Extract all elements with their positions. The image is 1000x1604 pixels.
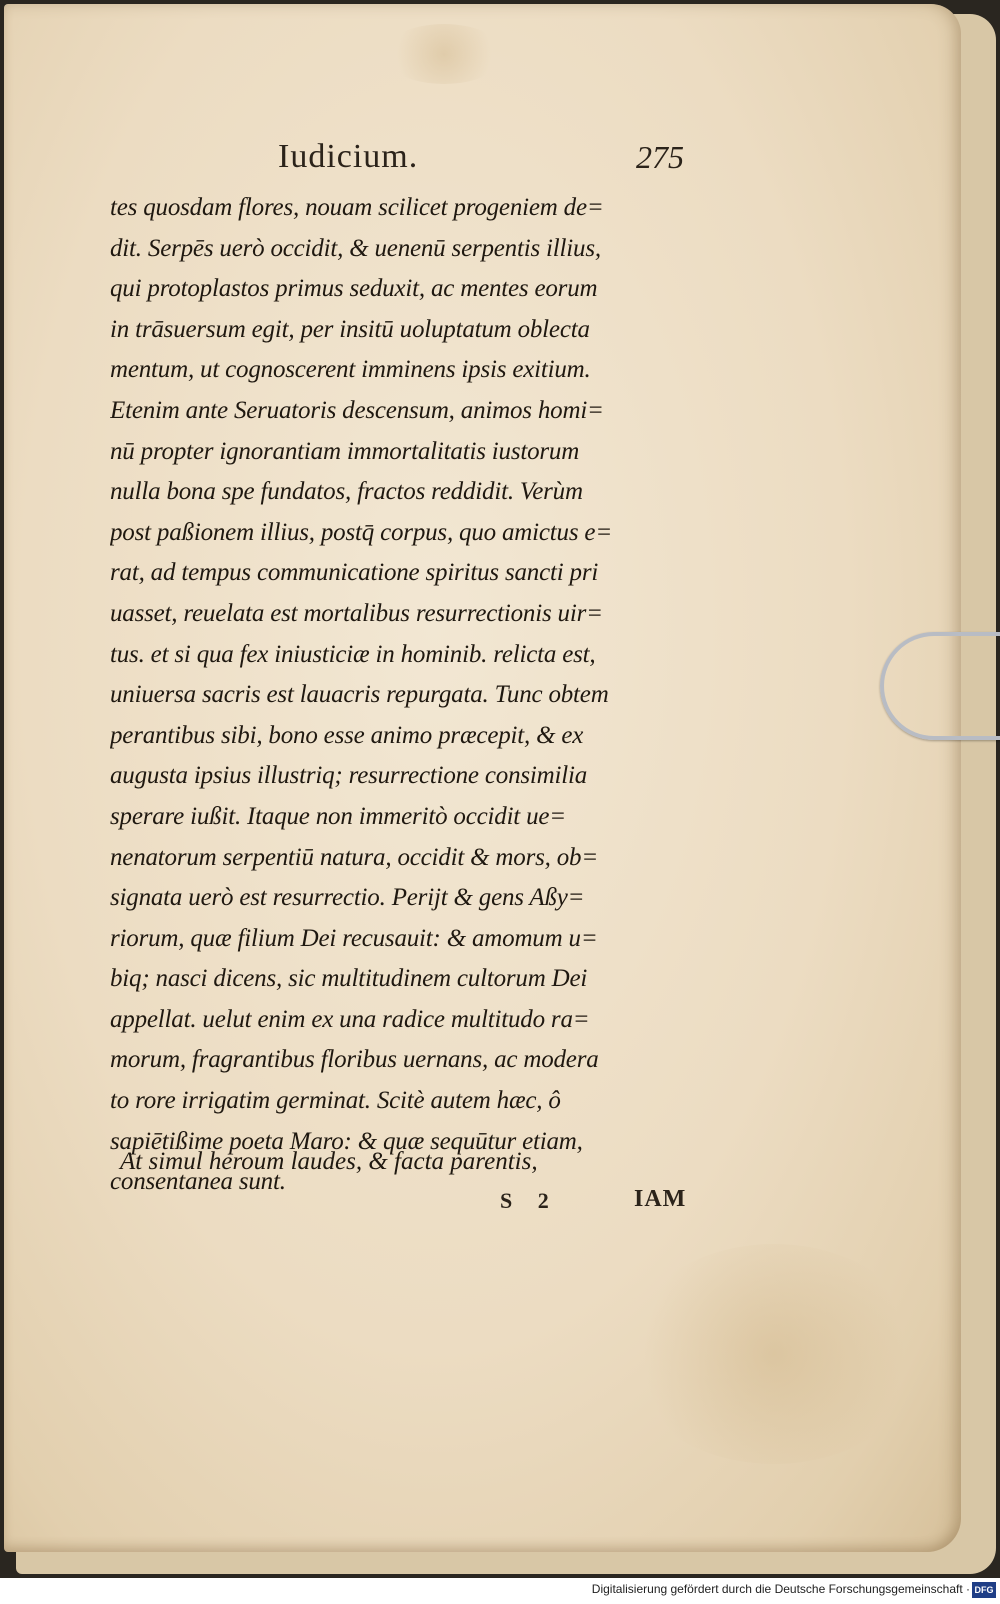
text-line: sapiētißime poeta Maro: & quæ sequūtur etiam, xyxy=(110,1127,583,1155)
paper-clip xyxy=(880,632,1000,740)
text-line: uniuersa sacris est lauacris repurgata. Tunc obtem xyxy=(110,681,609,709)
text-line: riorum, quæ filium Dei recusauit: & amomum u= xyxy=(110,924,598,952)
text-line: mentum, ut cognoscerent imminens ipsis exitium. xyxy=(110,356,591,384)
body-text xyxy=(110,188,710,1203)
text-line: augusta ipsius illustriq; resurrectione consimilia xyxy=(110,762,588,790)
footer-bar xyxy=(0,1578,1000,1604)
text-line: uasset, reuelata est mortalibus resurrectionis uir= xyxy=(110,599,603,627)
text-line: biq; nasci dicens, sic multitudinem cultorum Dei xyxy=(110,965,588,993)
running-head: Iudicium. xyxy=(278,138,419,175)
verse-line: At simul heroum laudes, & facta parentis, xyxy=(120,1148,538,1175)
text-line: sperare iußit. Itaque non immeritò occidit ue= xyxy=(110,802,566,830)
text-line: appellat. uelut enim ex una radice multitudo ra= xyxy=(110,1005,590,1033)
paper-stain xyxy=(624,1244,924,1464)
text-line: signata uerò est resurrectio. Perijt & gens Aßy= xyxy=(110,884,585,912)
text-line: perantibus sibi, bono esse animo præcepit, & ex xyxy=(110,721,584,749)
paper-stain xyxy=(384,24,504,84)
text-line: dit. Serpēs uerò occidit, & uenenū serpentis illius, xyxy=(110,234,601,262)
page-number: 275 xyxy=(636,139,684,175)
text-line: qui protoplastos primus seduxit, ac mentes eorum xyxy=(110,275,598,303)
dfg-logo-icon: DFG xyxy=(972,1582,996,1598)
catchword: IAM xyxy=(634,1186,687,1212)
text-line: Etenim ante Seruatoris descensum, animos homi= xyxy=(110,396,604,424)
signature-mark: S 2 xyxy=(500,1188,559,1213)
page-header xyxy=(278,132,698,182)
text-line: tes quosdam flores, nouam scilicet progeniem de= xyxy=(110,194,604,221)
funding-credit: Digitalisierung gefördert durch die Deutsche Forschungsgemeinschaft · xyxy=(591,1582,970,1596)
text-line: rat, ad tempus communicatione spiritus sancti pri xyxy=(110,559,599,587)
text-line: nulla bona spe fundatos, fractos reddidit. Verùm xyxy=(110,478,583,506)
text-line: in trāsuersum egit, per insitū uoluptatum oblecta xyxy=(110,315,590,343)
text-line: morum, fragrantibus floribus uernans, ac modera xyxy=(110,1046,599,1074)
text-line: post paßionem illius, postq̄ corpus, quo amictus e= xyxy=(110,518,612,546)
text-line: tus. et si qua fex iniusticiæ in hominib. relicta est, xyxy=(110,640,596,668)
text-line: consentanea sunt. xyxy=(110,1168,286,1196)
text-line: nū propter ignorantiam immortalitatis iustorum xyxy=(110,437,580,465)
text-line: to rore irrigatim germinat. Scitè autem hæc, ô xyxy=(110,1087,561,1115)
text-line: nenatorum serpentiū natura, occidit & mors, ob= xyxy=(110,843,599,871)
